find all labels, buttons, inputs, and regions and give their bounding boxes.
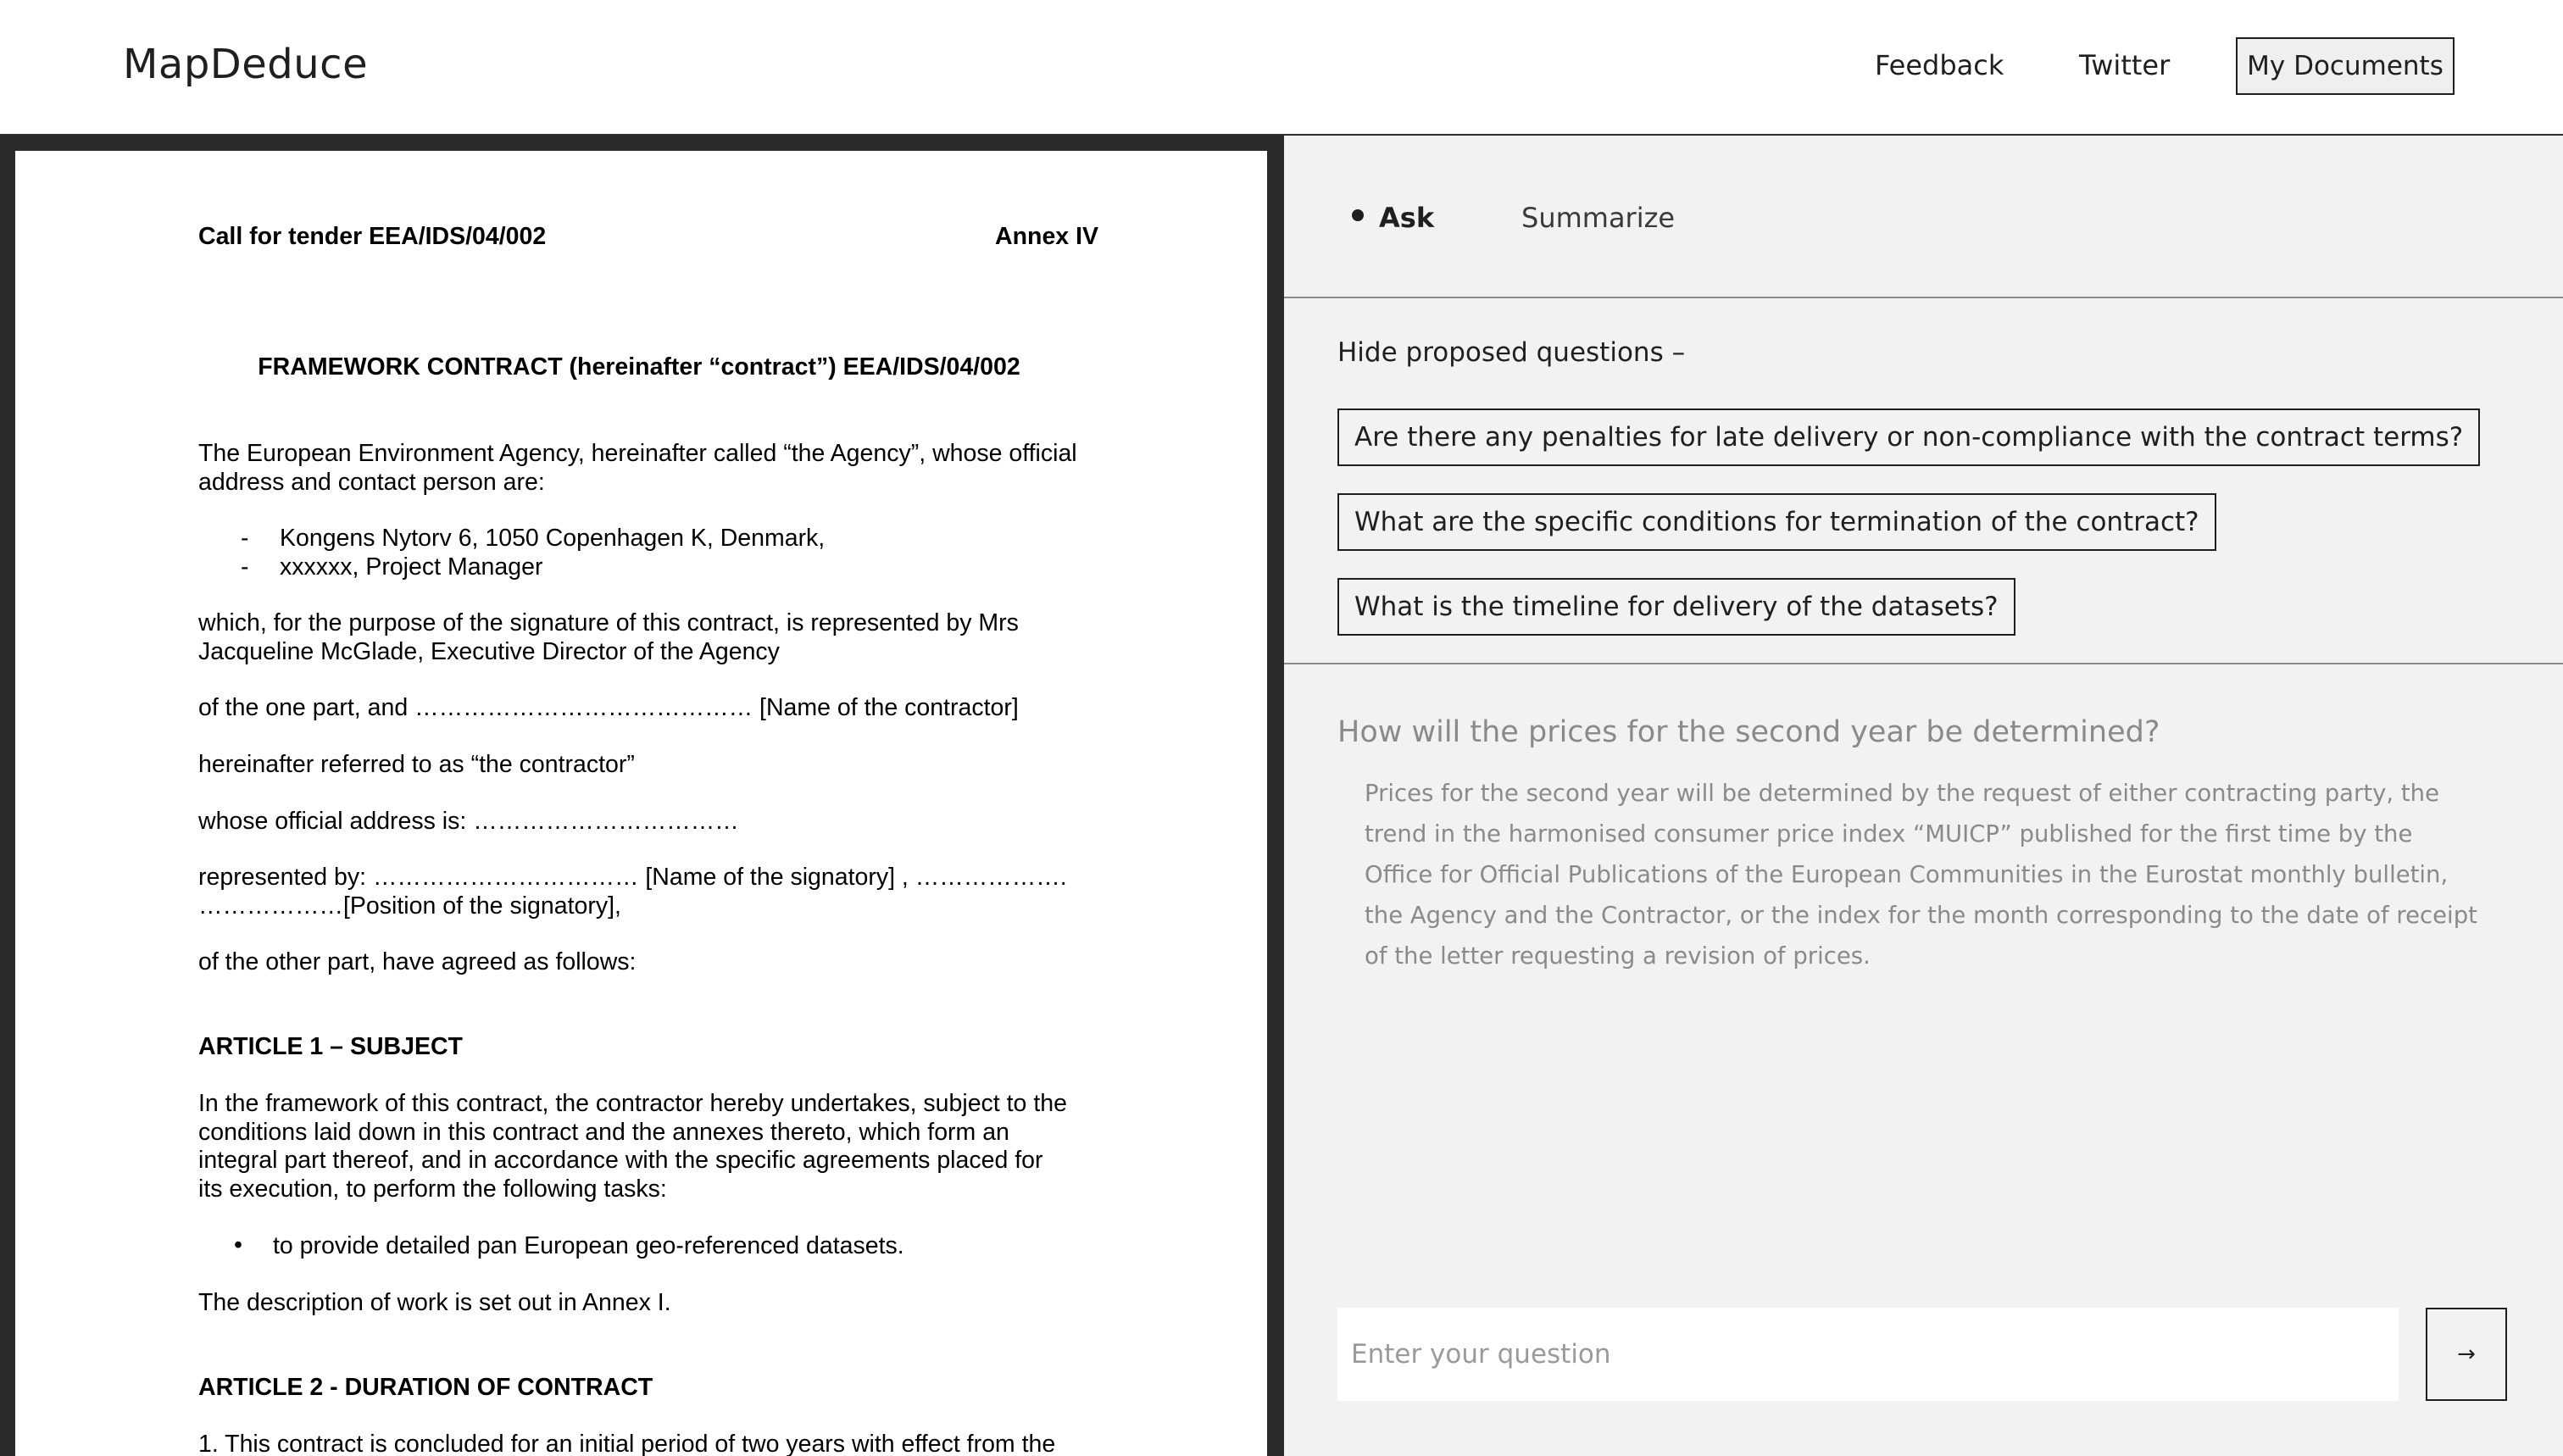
nav-twitter-link[interactable]: Twitter bbox=[2079, 49, 2171, 81]
doc-article-1-line-2: conditions laid down in this contract and the annexes thereto, which form an bbox=[198, 1119, 1009, 1146]
proposed-question-button[interactable]: What are the specific conditions for termination of the contract? bbox=[1337, 493, 2216, 551]
doc-intro-line-1: The European Environment Agency, hereinafter called “the Agency”, whose official bbox=[198, 440, 1077, 467]
doc-signatory-line-1: represented by: …………………………… [Name of the signatory] , ………………. bbox=[198, 864, 1067, 891]
send-button[interactable] bbox=[2426, 1308, 2507, 1401]
doc-one-part: of the one part, and …………………………………… [Name of the contractor] bbox=[198, 694, 1019, 721]
active-tab-indicator-icon bbox=[1352, 209, 1364, 221]
asked-question: How will the prices for the second year be determined? bbox=[1337, 715, 2160, 749]
doc-header-left: Call for tender EEA/IDS/04/002 bbox=[198, 223, 547, 250]
doc-intro-line-2: address and contact person are: bbox=[198, 469, 545, 496]
doc-article-1-line-1: In the framework of this contract, the contractor hereby undertakes, subject to the bbox=[198, 1090, 1067, 1117]
answer-text: Prices for the second year will be determined by the request of either contracting party, the trend in the harmonised consumer price index “MUICP” published for the first time by the Office for Official Publications of the European Communities in the Eurostat monthly bulletin, the Agency and the Contractor, or the index for the month corresponding to the date of receipt of the letter requesting a revision of prices. bbox=[1365, 780, 2477, 970]
hide-proposed-questions-toggle[interactable]: Hide proposed questions – bbox=[1337, 337, 1686, 368]
doc-description: The description of work is set out in Annex I. bbox=[198, 1289, 671, 1316]
doc-article-1-line-3: integral part thereof, and in accordance with the specific agreements placed for bbox=[198, 1147, 1043, 1174]
doc-other-part: of the other part, have agreed as follows: bbox=[198, 948, 637, 975]
tab-ask[interactable]: Ask bbox=[1379, 202, 1435, 234]
proposed-question-button[interactable]: What is the timeline for delivery of the datasets? bbox=[1337, 578, 2015, 636]
doc-article-1-title: ARTICLE 1 – SUBJECT bbox=[198, 1033, 463, 1060]
dash-item-text: xxxxxx, Project Manager bbox=[280, 553, 543, 581]
doc-represented-line-2: Jacqueline McGlade, Executive Director of the Agency bbox=[198, 638, 780, 665]
chat-panel bbox=[1284, 136, 2563, 1456]
dash-marker: - bbox=[241, 553, 249, 581]
app-logo[interactable]: MapDeduce bbox=[123, 41, 369, 88]
arrow-right-icon: → bbox=[2457, 1342, 2476, 1367]
doc-article-1-line-4: its execution, to perform the following tasks: bbox=[198, 1175, 667, 1203]
nav-feedback-link[interactable]: Feedback bbox=[1875, 49, 2004, 81]
mode-tabs bbox=[1284, 136, 2563, 298]
doc-header-right: Annex IV bbox=[995, 223, 1098, 250]
bullet-marker: • bbox=[234, 1231, 242, 1259]
proposed-question-button[interactable]: Are there any penalties for late delivery or non-compliance with the contract terms? bbox=[1337, 408, 2480, 466]
document-page[interactable] bbox=[15, 151, 1267, 1456]
dash-marker: - bbox=[241, 525, 249, 552]
dash-item-text: Kongens Nytorv 6, 1050 Copenhagen K, Denmark, bbox=[280, 525, 826, 552]
proposed-questions-section bbox=[1284, 300, 2563, 664]
doc-article-2-title: ARTICLE 2 - DURATION OF CONTRACT bbox=[198, 1374, 653, 1401]
doc-address: whose official address is: …………………………… bbox=[198, 808, 739, 835]
bullet-item-text: to provide detailed pan European geo-referenced datasets. bbox=[273, 1232, 904, 1259]
doc-represented-line-1: which, for the purpose of the signature of this contract, is represented by Mrs bbox=[198, 609, 1019, 636]
doc-article-2-line-1: 1. This contract is concluded for an initial period of two years with effect from the bbox=[198, 1431, 1056, 1456]
tab-summarize[interactable]: Summarize bbox=[1521, 202, 1676, 234]
top-header bbox=[0, 0, 2563, 134]
my-documents-button[interactable]: My Documents bbox=[2236, 37, 2455, 95]
question-input[interactable] bbox=[1337, 1308, 2399, 1401]
document-viewer[interactable] bbox=[0, 136, 1282, 1456]
doc-referred: hereinafter referred to as “the contractor” bbox=[198, 751, 635, 778]
doc-title: FRAMEWORK CONTRACT (hereinafter “contract”) EEA/IDS/04/002 bbox=[258, 353, 1020, 381]
doc-signatory-line-2: ………………[Position of the signatory], bbox=[198, 892, 621, 920]
